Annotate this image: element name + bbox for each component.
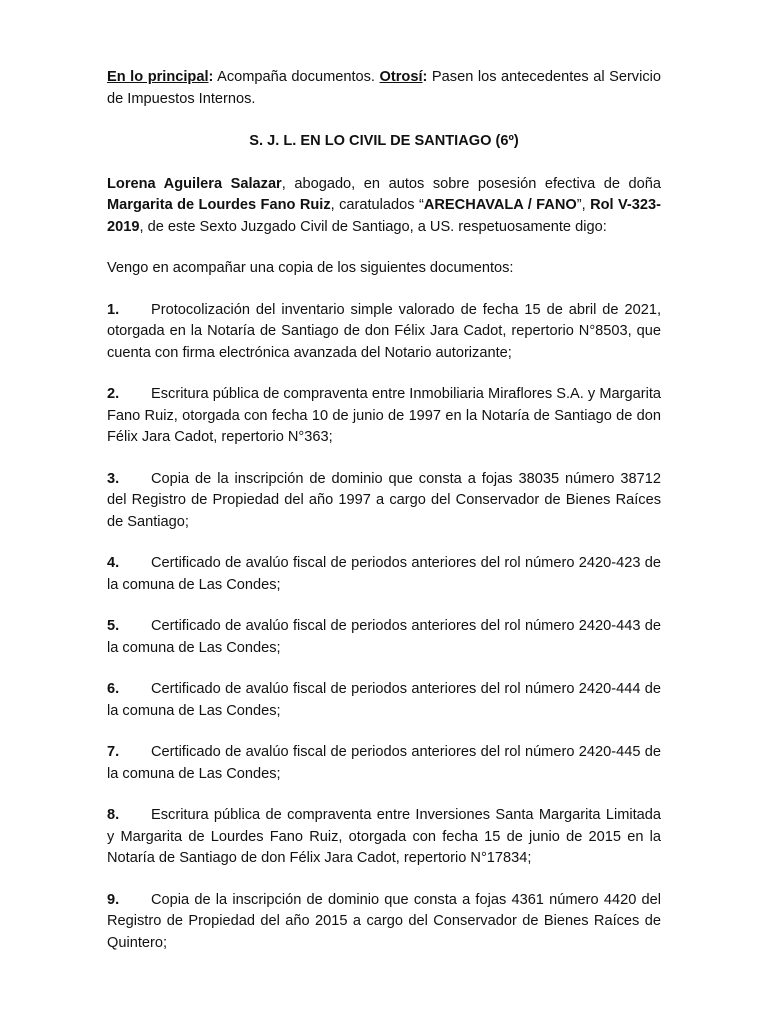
list-item bbox=[107, 384, 661, 449]
item-text: Certificado de avalúo fiscal de periodos anteriores del rol número 2420-445 de la comuna de Las Condes; bbox=[107, 744, 661, 782]
header-paragraph bbox=[107, 67, 661, 110]
attorney-name: Lorena Aguilera Salazar bbox=[107, 175, 282, 192]
intro-text-2: , caratulados “ bbox=[330, 197, 424, 213]
deceased-name: Margarita de Lourdes Fano Ruiz bbox=[107, 197, 331, 213]
otrosi-text: Pasen los antecedentes al Servicio de Impuestos Internos. bbox=[107, 69, 662, 107]
item-number: 5. bbox=[107, 618, 120, 634]
item-text: Escritura pública de compraventa entre Inversiones Santa Margarita Limitada y Margarita de Lourdes Fano Ruiz, otorgada con fecha 15 de junio de 2015 en la Notaría de Santiago de don Félix Jara Cadot, repertorio N°17834; bbox=[107, 807, 661, 866]
item-text: Protocolización del inventario simple valorado de fecha 15 de abril de 2021, otorgada en la Notaría de Santiago de don Félix Jara Cadot, repertorio N°8503, que cuenta con firma electrónica avanzada del Notario autorizante; bbox=[107, 301, 661, 361]
list-item bbox=[107, 742, 661, 785]
lead-colon: : bbox=[208, 69, 214, 85]
item-number: 7. bbox=[107, 744, 120, 760]
otrosi-label: Otrosí bbox=[379, 69, 423, 85]
item-number: 2. bbox=[107, 386, 120, 402]
item-text: Escritura pública de compraventa entre Inmobiliaria Miraflores S.A. y Margarita Fano Ruiz, otorgada con fecha 10 de junio de 1997 en la Notaría de Santiago de don Félix Jara Cadot, repertorio N°363; bbox=[107, 386, 661, 445]
list-item bbox=[107, 805, 661, 870]
item-text: Certificado de avalúo fiscal de periodos anteriores del rol número 2420-443 de la comuna de Las Condes; bbox=[107, 618, 661, 656]
caratula: ARECHAVALA / FANO bbox=[423, 197, 577, 213]
item-number: 3. bbox=[107, 470, 120, 487]
intro-paragraph bbox=[107, 174, 661, 239]
case-rol: Rol V-323-2019 bbox=[107, 197, 661, 235]
document-page bbox=[107, 67, 661, 954]
item-number: 8. bbox=[107, 807, 120, 823]
list-item bbox=[107, 300, 661, 365]
intro-text-3: ”, bbox=[576, 197, 591, 213]
lead-label: En lo principal bbox=[107, 69, 209, 85]
intro-text-4: , de este Sexto Juzgado Civil de Santiago, a US. respetuosamente digo: bbox=[139, 218, 607, 235]
item-number: 1. bbox=[107, 301, 120, 318]
statement-paragraph: Vengo en acompañar una copia de los siguientes documentos: bbox=[107, 260, 514, 276]
intro-text-1: , abogado, en autos sobre posesión efectiva de doña bbox=[281, 175, 661, 192]
lead-text: Acompaña documentos. bbox=[213, 69, 380, 85]
otrosi-colon: : bbox=[422, 69, 428, 85]
item-number: 9. bbox=[107, 891, 120, 908]
item-text: Certificado de avalúo fiscal de periodos anteriores del rol número 2420-423 de la comuna de Las Condes; bbox=[107, 555, 661, 593]
item-number: 6. bbox=[107, 681, 120, 697]
list-item bbox=[107, 469, 661, 534]
list-item bbox=[107, 679, 661, 722]
item-text: Copia de la inscripción de dominio que consta a fojas 4361 número 4420 del Registro de Propiedad del año 2015 a cargo del Conservador de Bienes Raíces de Quintero; bbox=[107, 891, 661, 951]
item-number: 4. bbox=[107, 555, 120, 571]
list-item bbox=[107, 616, 661, 659]
court-title: S. J. L. EN LO CIVIL DE SANTIAGO (6º) bbox=[249, 133, 519, 149]
item-text: Certificado de avalúo fiscal de periodos anteriores del rol número 2420-444 de la comuna de Las Condes; bbox=[107, 681, 661, 719]
item-text: Copia de la inscripción de dominio que consta a fojas 38035 número 38712 del Registro de Propiedad del año 1997 a cargo del Conservador de Bienes Raíces de Santiago; bbox=[107, 470, 661, 530]
list-item bbox=[107, 890, 661, 955]
list-item bbox=[107, 553, 661, 596]
